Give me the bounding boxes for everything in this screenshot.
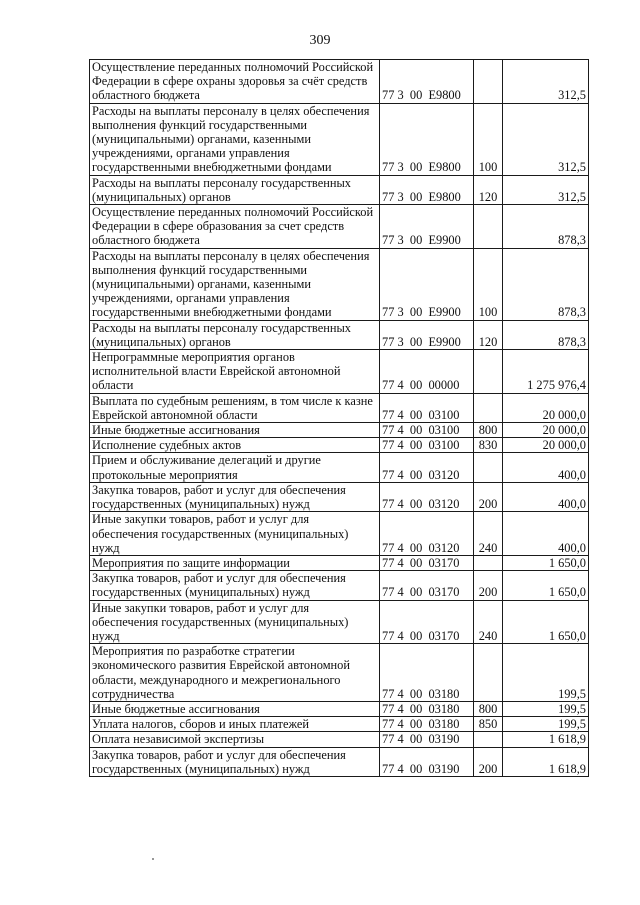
- row-code: 77 3 00 E9800: [380, 60, 474, 104]
- row-amount: 199,5: [503, 717, 589, 732]
- row-expense-type: [474, 453, 503, 482]
- row-name: Непрограммные мероприятия органов исполнительной власти Еврейской автономной области: [90, 350, 380, 394]
- table-row: [90, 747, 589, 776]
- page-number: 309: [309, 33, 331, 48]
- row-amount: 400,0: [503, 512, 589, 556]
- row-expense-type: 240: [474, 600, 503, 644]
- row-code: 77 3 00 E9900: [380, 205, 474, 249]
- row-name: Иные закупки товаров, работ и услуг для обеспечения государственных (муниципальных) нужд: [90, 512, 380, 556]
- row-name: Исполнение судебных актов: [90, 438, 380, 453]
- scan-speck: [152, 858, 154, 860]
- table-row: [90, 320, 589, 349]
- row-code: 77 4 00 03100: [380, 438, 474, 453]
- row-name: Иные бюджетные ассигнования: [90, 423, 380, 438]
- row-code: 77 3 00 E9900: [380, 320, 474, 349]
- row-expense-type: 120: [474, 175, 503, 204]
- row-code: 77 3 00 E9800: [380, 175, 474, 204]
- row-expense-type: 100: [474, 103, 503, 175]
- row-amount: 1 275 976,4: [503, 350, 589, 394]
- row-expense-type: [474, 60, 503, 104]
- table-row: [90, 393, 589, 422]
- row-code: 77 3 00 E9900: [380, 248, 474, 320]
- row-code: 77 4 00 03180: [380, 717, 474, 732]
- table-row: [90, 453, 589, 482]
- row-expense-type: 830: [474, 438, 503, 453]
- row-code: 77 4 00 03190: [380, 747, 474, 776]
- row-amount: 20 000,0: [503, 423, 589, 438]
- row-code: 77 4 00 03100: [380, 423, 474, 438]
- table-row: [90, 732, 589, 747]
- row-expense-type: [474, 732, 503, 747]
- row-name: Расходы на выплаты персоналу государственных (муниципальных) органов: [90, 175, 380, 204]
- table-row: [90, 571, 589, 600]
- budget-table: [89, 59, 589, 777]
- row-code: 77 4 00 03120: [380, 512, 474, 556]
- row-name: Иные бюджетные ассигнования: [90, 701, 380, 716]
- row-code: 77 4 00 03170: [380, 600, 474, 644]
- row-expense-type: 120: [474, 320, 503, 349]
- row-expense-type: 800: [474, 423, 503, 438]
- row-name: Прием и обслуживание делегаций и другие протокольные мероприятия: [90, 453, 380, 482]
- row-amount: 1 618,9: [503, 747, 589, 776]
- row-expense-type: [474, 644, 503, 702]
- row-expense-type: 240: [474, 512, 503, 556]
- row-name: Закупка товаров, работ и услуг для обеспечения государственных (муниципальных) нужд: [90, 747, 380, 776]
- table-row: [90, 482, 589, 511]
- table-row: [90, 205, 589, 249]
- row-name: Осуществление переданных полномочий Российской Федерации в сфере образования за счет средств областного бюджета: [90, 205, 380, 249]
- row-amount: 1 618,9: [503, 732, 589, 747]
- row-expense-type: [474, 555, 503, 570]
- row-amount: 400,0: [503, 453, 589, 482]
- row-amount: 878,3: [503, 248, 589, 320]
- row-amount: 878,3: [503, 320, 589, 349]
- row-code: 77 4 00 00000: [380, 350, 474, 394]
- row-amount: 199,5: [503, 644, 589, 702]
- row-expense-type: 800: [474, 701, 503, 716]
- row-code: 77 4 00 03120: [380, 482, 474, 511]
- row-name: Расходы на выплаты персоналу в целях обеспечения выполнения функций государственными (муниципальными) органами, казенными учреждениями, органами управления государственными внебюджетными фондами: [90, 248, 380, 320]
- row-name: Уплата налогов, сборов и иных платежей: [90, 717, 380, 732]
- row-code: 77 4 00 03180: [380, 644, 474, 702]
- table-row: [90, 60, 589, 104]
- row-expense-type: 200: [474, 482, 503, 511]
- row-amount: 199,5: [503, 701, 589, 716]
- row-amount: 312,5: [503, 103, 589, 175]
- table-row: [90, 512, 589, 556]
- row-expense-type: 200: [474, 571, 503, 600]
- row-expense-type: 850: [474, 717, 503, 732]
- row-amount: 1 650,0: [503, 600, 589, 644]
- table-row: [90, 717, 589, 732]
- row-name: Оплата независимой экспертизы: [90, 732, 380, 747]
- table-row: [90, 600, 589, 644]
- table-row: [90, 423, 589, 438]
- row-amount: 312,5: [503, 60, 589, 104]
- table-row: [90, 438, 589, 453]
- row-code: 77 4 00 03120: [380, 453, 474, 482]
- row-amount: 878,3: [503, 205, 589, 249]
- row-amount: 20 000,0: [503, 393, 589, 422]
- row-name: Мероприятия по защите информации: [90, 555, 380, 570]
- table-row: [90, 701, 589, 716]
- row-amount: 400,0: [503, 482, 589, 511]
- row-expense-type: 100: [474, 248, 503, 320]
- table-row: [90, 350, 589, 394]
- table-row: [90, 555, 589, 570]
- table-row: [90, 175, 589, 204]
- row-code: 77 3 00 E9800: [380, 103, 474, 175]
- row-expense-type: [474, 205, 503, 249]
- row-expense-type: [474, 393, 503, 422]
- row-code: 77 4 00 03100: [380, 393, 474, 422]
- row-amount: 312,5: [503, 175, 589, 204]
- row-code: 77 4 00 03170: [380, 555, 474, 570]
- row-code: 77 4 00 03180: [380, 701, 474, 716]
- row-name: Мероприятия по разработке стратегии экономического развития Еврейской автономной области, международного и межрегионального сотрудничества: [90, 644, 380, 702]
- row-expense-type: 200: [474, 747, 503, 776]
- table-row: [90, 644, 589, 702]
- row-expense-type: [474, 350, 503, 394]
- row-name: Расходы на выплаты персоналу государственных (муниципальных) органов: [90, 320, 380, 349]
- row-amount: 1 650,0: [503, 555, 589, 570]
- table-row: [90, 248, 589, 320]
- table-row: [90, 103, 589, 175]
- row-name: Закупка товаров, работ и услуг для обеспечения государственных (муниципальных) нужд: [90, 482, 380, 511]
- row-amount: 20 000,0: [503, 438, 589, 453]
- row-name: Осуществление переданных полномочий Российской Федерации в сфере охраны здоровья за счёт средств областного бюджета: [90, 60, 380, 104]
- row-code: 77 4 00 03170: [380, 571, 474, 600]
- budget-table-body: [90, 60, 589, 777]
- row-code: 77 4 00 03190: [380, 732, 474, 747]
- row-name: Выплата по судебным решениям, в том числе к казне Еврейской автономной области: [90, 393, 380, 422]
- row-name: Закупка товаров, работ и услуг для обеспечения государственных (муниципальных) нужд: [90, 571, 380, 600]
- row-amount: 1 650,0: [503, 571, 589, 600]
- row-name: Иные закупки товаров, работ и услуг для обеспечения государственных (муниципальных) нужд: [90, 600, 380, 644]
- row-name: Расходы на выплаты персоналу в целях обеспечения выполнения функций государственными (муниципальными) органами, казенными учреждениями, органами управления государственными внебюджетными фондами: [90, 103, 380, 175]
